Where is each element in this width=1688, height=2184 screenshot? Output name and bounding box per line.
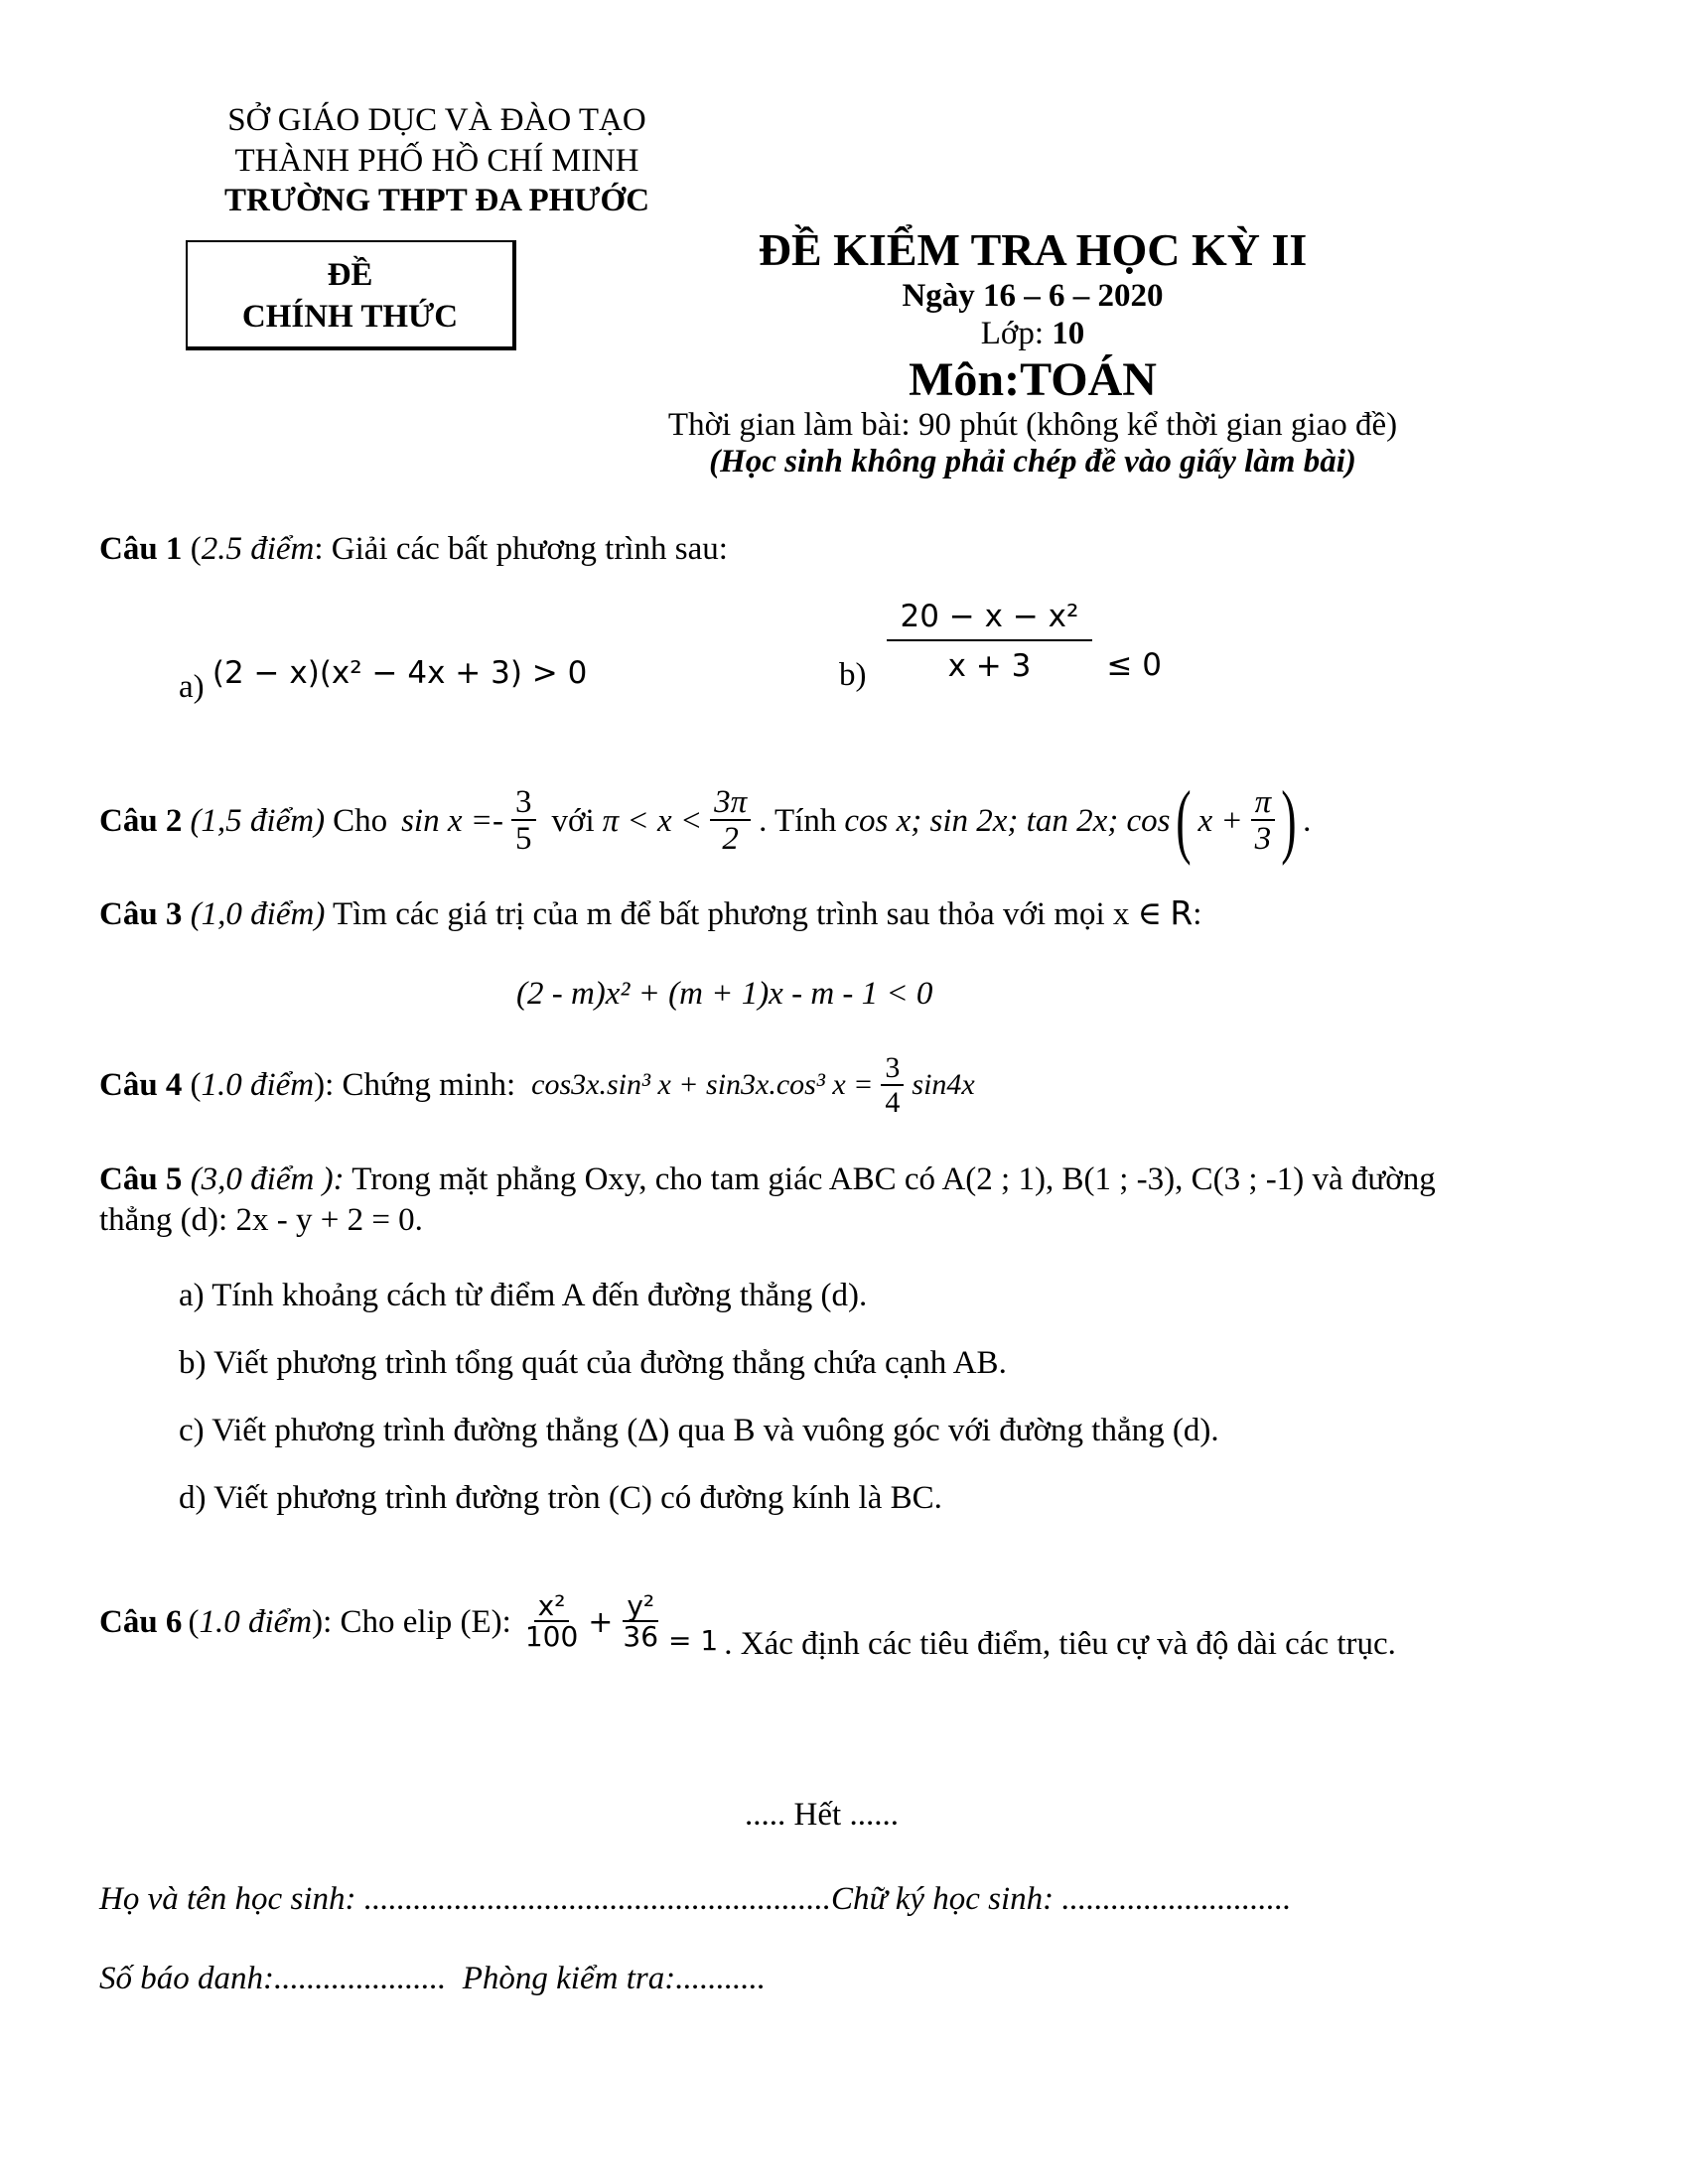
q2-label: Câu 2: [99, 802, 183, 839]
q6-tail: . Xác định các tiêu điểm, tiêu cự và độ dài các trục.: [724, 1625, 1396, 1662]
q2-paren-inner: x +: [1197, 802, 1243, 839]
end-marker: ..... Hết ......: [745, 1797, 899, 1833]
student-signature-label: Chữ ký học sinh: ............................: [830, 1881, 1292, 1917]
q1a-label: a): [179, 669, 205, 705]
q1b-denominator: x + 3: [947, 647, 1032, 684]
q2-cho: Cho: [333, 802, 388, 839]
stamp-line-1: ĐỀ: [327, 257, 373, 293]
q2-fraction-2: [710, 785, 751, 858]
q4-rhs: sin4x: [912, 1068, 975, 1102]
question-5: [99, 1161, 1436, 1198]
q2-f3-num: π: [1251, 785, 1276, 822]
exam-class: [635, 316, 1430, 352]
q6-label: Câu 6: [99, 1603, 183, 1640]
q6-plus: +: [588, 1604, 614, 1640]
student-name-label: Họ và tên học sinh: .........................................................: [99, 1881, 831, 1917]
q3-points: (1,0 điểm): [190, 896, 326, 932]
q6-equals: = 1: [668, 1623, 719, 1657]
q2-voi: với: [551, 802, 595, 839]
q3-text: Tìm các giá trị của m để bất phương trình sau thỏa với mọi x ∈: [332, 896, 1163, 932]
q2-fraction-1: [511, 785, 536, 858]
q6-f1-den: 100: [524, 1620, 579, 1654]
q4-f-den: 4: [885, 1085, 901, 1119]
q2-inequality: π < x <: [602, 802, 703, 839]
q5-label: Câu 5: [99, 1161, 183, 1197]
q2-f3-den: 3: [1254, 821, 1272, 858]
q1b-label: b): [839, 656, 867, 693]
q2-f1-num: 3: [511, 785, 536, 822]
department-name: SỞ GIÁO DỤC VÀ ĐÀO TẠO: [227, 102, 646, 138]
q2-points: (1,5 điểm): [190, 802, 326, 839]
q4-lhs: cos3x.sin³ x + sin3x.cos³ x =: [531, 1068, 874, 1102]
student-name-field: [99, 1881, 1291, 1918]
q3-expression: (2 - m)x² + (m + 1)x - m - 1 < 0: [516, 976, 933, 1012]
q1b-relation: ≤ 0: [1106, 647, 1162, 684]
exam-duration: Thời gian làm bài: 90 phút (không kể thời gian giao đề): [667, 407, 1398, 443]
candidate-info-field: [99, 1961, 766, 1997]
candidate-number-label: Số báo danh:.....................: [99, 1961, 447, 1996]
q5-item-c: c) Viết phương trình đường thẳng (Δ) qua B và vuông góc với đường thẳng (d).: [179, 1413, 1219, 1448]
q2-paren-left: (: [1176, 774, 1193, 867]
q2-tinh: . Tính: [759, 802, 837, 839]
class-label: Lớp:: [980, 316, 1045, 351]
q2-f1-den: 5: [515, 821, 532, 858]
q4-text: ): Chứng minh:: [314, 1066, 516, 1103]
q5-text: Trong mặt phẳng Oxy, cho tam giác ABC có A(2 ; 1), B(1 ; -3), C(3 ; -1) và đường: [352, 1161, 1436, 1197]
q4-label: Câu 4: [99, 1066, 183, 1103]
q1-part-b: [839, 599, 1162, 693]
q1a-expression: (2 − x)(x² − 4x + 3) > 0: [211, 655, 588, 691]
q5-item-d: d) Viết phương trình đường tròn (C) có đường kính là BC.: [179, 1480, 942, 1516]
class-value: 10: [1052, 316, 1085, 351]
q6-text: ): Cho elip (E):: [312, 1603, 511, 1640]
q6-fraction-2: [619, 1591, 662, 1653]
q2-sin-lhs: sin x =-: [401, 802, 504, 839]
q2-fraction-3: [1251, 785, 1276, 858]
question-2: [99, 774, 1312, 867]
q4-points: 1.0 điểm: [201, 1066, 315, 1103]
question-6: Câu 6 (1.0 điểm): Cho elip (E): $\frac{\text{x²}}{100}$ + $\frac{\text{y²}}{36}$ = 1 . Xác định các tiêu điểm, tiêu cự và độ dài các trục.: [99, 1589, 1396, 1662]
q5-text-line-2: thẳng (d): 2x - y + 2 = 0.: [99, 1202, 423, 1238]
exam-room-label: Phòng kiểm tra:...........: [462, 1961, 766, 1996]
q6-fraction-1: [521, 1591, 582, 1653]
q6-f2-den: 36: [623, 1620, 659, 1654]
city-name: THÀNH PHỐ HỒ CHÍ MINH: [234, 143, 639, 179]
q1b-numerator: 20 − x − x²: [887, 601, 1093, 641]
q1-points: 2.5 điểm: [201, 531, 315, 567]
exam-date: Ngày 16 – 6 – 2020: [902, 278, 1164, 314]
exam-subject: Môn:TOÁN: [909, 353, 1157, 406]
q4-fraction: [881, 1052, 904, 1119]
q6-points: 1.0 điểm: [199, 1603, 313, 1640]
stamp-line-2: CHÍNH THỨC: [241, 298, 459, 335]
question-3: [99, 893, 1201, 933]
school-name: TRƯỜNG THPT ĐA PHƯỚC: [223, 183, 650, 218]
q2-f2-den: 2: [722, 821, 739, 858]
question-1: Câu 1 (2.5 điểm: Giải các bất phương trình sau:: [99, 531, 728, 567]
exam-title: ĐỀ KIỂM TRA HỌC KỲ II: [758, 224, 1308, 275]
q1-part-a: [179, 655, 588, 705]
official-stamp-box: [186, 240, 516, 350]
q5-item-a: a) Tính khoảng cách từ điểm A đến đường thẳng (d).: [179, 1278, 868, 1313]
q1-text: : Giải các bất phương trình sau:: [314, 531, 728, 567]
q5-points: (3,0 điểm ):: [190, 1161, 345, 1197]
q6-f1-num: x²: [534, 1591, 570, 1622]
q2-paren-right: ): [1281, 774, 1297, 867]
q5-item-b: b) Viết phương trình tổng quát của đường thẳng chứa cạnh AB.: [179, 1345, 1007, 1381]
q1-label: Câu 1: [99, 531, 183, 567]
q4-f-num: 3: [881, 1052, 904, 1086]
exam-note: (Học sinh không phải chép đề vào giấy làm bài): [709, 444, 1356, 479]
q3-colon: :: [1193, 896, 1202, 932]
q2-f2-num: 3π: [710, 785, 751, 822]
q2-end: .: [1303, 802, 1312, 839]
question-4: Câu 4 (1.0 điểm): Chứng minh: cos3x.sin³ x + sin3x.cos³ x = $\frac{3}{4}$ sin4x: [99, 1051, 975, 1119]
q2-list: cos x; sin 2x; tan 2x; cos: [844, 802, 1171, 839]
q6-f2-num: y²: [623, 1591, 658, 1622]
q3-set: R: [1170, 893, 1194, 932]
q3-label: Câu 3: [99, 896, 183, 932]
q1b-fraction: [887, 601, 1093, 683]
